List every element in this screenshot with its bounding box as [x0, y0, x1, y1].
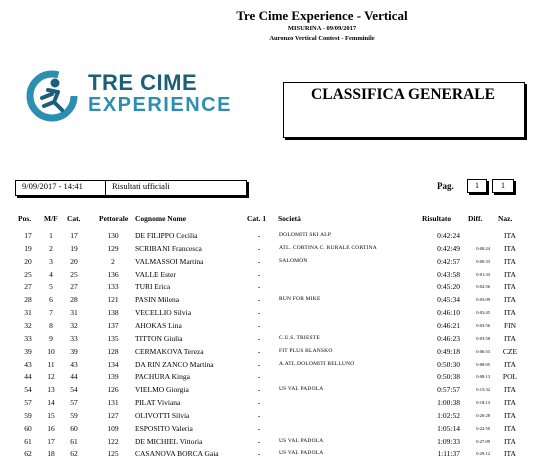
- cell-name: VALLE Ester: [135, 269, 176, 279]
- cell-soc: US VAL PADOLA: [279, 386, 324, 393]
- cell-naz: POL: [502, 372, 518, 382]
- col-pos: Pos.: [18, 214, 32, 223]
- cell-soc: US VAL PADOLA: [279, 437, 324, 444]
- cell-mf: 7: [49, 308, 53, 318]
- cell-pos: 62: [24, 449, 32, 459]
- cell-pet: 126: [107, 385, 119, 395]
- cell-pos: 44: [24, 372, 32, 382]
- cell-naz: ITA: [504, 269, 516, 279]
- cell-pos: 59: [24, 410, 32, 420]
- col-pettorale: Pettorale: [99, 214, 129, 223]
- logo-text-tre-cime: TRE CIME: [88, 70, 198, 95]
- cell-dif: 0:27:09: [476, 438, 490, 444]
- table-row: [0, 347, 534, 360]
- cell-soc: RUN FOR MIKE: [279, 296, 321, 303]
- cell-soc: US VAL PADOLA: [279, 450, 324, 457]
- cell-ris: 0:46:10: [437, 308, 460, 318]
- col-diff: Diff.: [468, 214, 483, 223]
- col-cat: Cat.: [67, 214, 81, 223]
- col-risultato: Risultato: [422, 214, 452, 223]
- cell-naz: ITA: [504, 282, 516, 292]
- cell-naz: FIN: [503, 320, 517, 330]
- cell-cat: 27: [70, 282, 78, 292]
- cell-pos: 28: [24, 295, 32, 305]
- cell-mf: 4: [49, 269, 53, 279]
- cell-name: VECELLIO Silvia: [135, 308, 192, 318]
- cell-naz: ITA: [504, 449, 516, 459]
- cell-dif: 0:00:24: [476, 245, 490, 251]
- cell-pos: 17: [24, 231, 32, 240]
- cell-cat: 20: [70, 256, 78, 266]
- cell-ris: 0:46:21: [437, 320, 460, 330]
- cell-ris: 1:00:38: [437, 398, 460, 408]
- cell-naz: ITA: [504, 410, 516, 420]
- cell-mf: 6: [49, 295, 53, 305]
- cell-pos: 31: [24, 308, 32, 318]
- cell-pet: 130: [107, 231, 119, 240]
- cell-name: ESPOSITO Valeria: [135, 423, 193, 433]
- table-row: [0, 360, 534, 373]
- cell-dif: 0:03:58: [476, 335, 490, 341]
- cell-dif: 0:29:12: [476, 451, 490, 457]
- col-naz: Naz.: [498, 214, 513, 223]
- table-row: [0, 231, 534, 244]
- cell-ris: 1:05:14: [437, 423, 460, 433]
- cell-pet: 133: [107, 282, 119, 292]
- cell-soc: SALOMON: [279, 257, 308, 264]
- cell-cat: 44: [70, 372, 78, 382]
- cell-ris: 1:02:52: [437, 410, 460, 420]
- cell-pet: 131: [107, 398, 119, 408]
- event-contest: Auronzo Vertical Contest - Femminile: [269, 35, 375, 42]
- cell-ris: 0:43:58: [437, 269, 460, 279]
- cell-dif: 0:18:13: [476, 400, 490, 406]
- cell-mf: 5: [49, 282, 53, 292]
- cell-pos: 25: [24, 269, 32, 279]
- cell-c1: -: [257, 449, 261, 459]
- cell-cat: 25: [70, 269, 78, 279]
- cell-pet: 136: [107, 269, 119, 279]
- cell-name: DA RIN ZANCO Martina: [135, 359, 214, 369]
- cell-pos: 43: [24, 359, 32, 369]
- cell-pet: 109: [107, 423, 119, 433]
- table-row: [0, 308, 534, 321]
- table-row: [0, 372, 534, 385]
- cell-dif: 0:20:28: [476, 412, 490, 418]
- cell-pos: 61: [24, 436, 32, 446]
- cell-cat: 43: [70, 359, 78, 369]
- table-row: [0, 437, 534, 450]
- cell-name: OLIVOTTI Silvia: [135, 410, 190, 420]
- cell-ris: 1:09:33: [437, 436, 460, 446]
- cell-pos: 33: [24, 333, 32, 343]
- cell-dif: 0:06:53: [476, 348, 490, 354]
- cell-cat: 33: [70, 333, 78, 343]
- cell-ris: 0:57:57: [437, 385, 460, 395]
- cell-cat: 28: [70, 295, 78, 305]
- cell-c1: -: [257, 346, 261, 356]
- cell-pos: 27: [24, 282, 32, 292]
- cell-name: DE MICHIEL Vittoria: [135, 436, 203, 446]
- cell-pos: 57: [24, 398, 32, 408]
- cell-mf: 8: [49, 320, 53, 330]
- table-row: [0, 424, 534, 437]
- status-text: Risultati ufficiali: [112, 181, 170, 191]
- cell-mf: 9: [49, 333, 53, 343]
- cell-pet: 137: [107, 320, 119, 330]
- cell-pet: 2: [111, 256, 115, 266]
- cell-c1: -: [257, 243, 261, 253]
- cell-soc: FIT PLUS BLANSKO: [279, 347, 333, 354]
- cell-ris: 0:42:24: [437, 231, 460, 240]
- cell-name: TITTON Giulia: [135, 333, 183, 343]
- cell-naz: CZE: [502, 346, 518, 356]
- page-label: Pag.: [437, 181, 454, 191]
- cell-pet: 138: [107, 308, 119, 318]
- cell-soc: DOLOMITI SKI ALP: [279, 232, 332, 238]
- cell-pet: 121: [107, 295, 119, 305]
- cell-mf: 15: [47, 410, 55, 420]
- cell-soc: C.U.S. TRIESTE: [279, 334, 320, 341]
- cell-soc: ATL. CORTINA C. RURALE CORTINA: [279, 244, 377, 251]
- page-number: 1: [467, 179, 487, 193]
- cell-ris: 0:50:30: [437, 359, 460, 369]
- cell-pet: 139: [107, 372, 119, 382]
- table-row: [0, 295, 534, 308]
- cell-naz: ITA: [504, 308, 516, 318]
- cell-dif: 0:00:33: [476, 258, 490, 264]
- cell-mf: 16: [47, 423, 55, 433]
- info-divider: [105, 180, 106, 196]
- cell-pet: 129: [107, 243, 119, 253]
- cell-ris: 0:50:38: [437, 372, 460, 382]
- cell-ris: 0:42:49: [437, 243, 460, 253]
- cell-ris: 0:45:34: [437, 295, 460, 305]
- cell-dif: 0:08:05: [476, 361, 490, 367]
- cell-dif: 0:08:13: [476, 374, 490, 380]
- cell-naz: ITA: [504, 243, 516, 253]
- cell-c1: -: [257, 295, 261, 305]
- cell-cat: 60: [70, 423, 78, 433]
- cell-c1: -: [257, 372, 261, 382]
- cell-ris: 0:49:18: [437, 346, 460, 356]
- table-row: [0, 321, 534, 334]
- cell-pet: 122: [107, 436, 119, 446]
- cell-name: VALMASSOI Martina: [135, 256, 204, 266]
- cell-pet: 127: [107, 410, 119, 420]
- cell-cat: 32: [70, 320, 78, 330]
- cell-ris: 0:45:20: [437, 282, 460, 292]
- cell-name: AHOKAS Lina: [135, 320, 182, 330]
- cell-pet: 128: [107, 346, 119, 356]
- cell-c1: -: [257, 410, 261, 420]
- table-row: [0, 282, 534, 295]
- cell-mf: 10: [47, 346, 55, 356]
- cell-naz: ITA: [504, 333, 516, 343]
- page-total: 1: [492, 179, 514, 193]
- cell-mf: 3: [49, 256, 53, 266]
- cell-name: VIELMO Giorgia: [135, 385, 189, 395]
- cell-mf: 2: [49, 243, 53, 253]
- cell-ris: 1:11:37: [437, 449, 460, 459]
- cell-naz: ITA: [504, 436, 516, 446]
- table-row: [0, 334, 534, 347]
- cell-c1: -: [257, 256, 261, 266]
- cell-cat: 17: [70, 231, 78, 240]
- cell-pet: 125: [107, 449, 119, 459]
- cell-c1: -: [257, 436, 261, 446]
- classifica-title: CLASSIFICA GENERALE: [311, 86, 495, 103]
- table-row: [0, 398, 534, 411]
- cell-mf: 13: [47, 385, 55, 395]
- cell-dif: 0:01:33: [476, 271, 490, 277]
- cell-c1: -: [257, 282, 261, 292]
- col-mf: M/F: [44, 214, 58, 223]
- cell-naz: ITA: [504, 398, 516, 408]
- cell-mf: 14: [47, 398, 55, 408]
- cell-soc: A.ATL.DOLOMITI BELLUNO: [279, 360, 355, 367]
- cell-cat: 59: [70, 410, 78, 420]
- cell-c1: -: [257, 269, 261, 279]
- cell-dif: 0:03:09: [476, 297, 490, 303]
- cell-cat: 39: [70, 346, 78, 356]
- cell-c1: -: [257, 231, 261, 240]
- cell-mf: 18: [47, 449, 55, 459]
- col-cat1: Cat. 1: [247, 214, 267, 223]
- cell-pos: 19: [24, 243, 32, 253]
- cell-pos: 60: [24, 423, 32, 433]
- cell-cat: 61: [70, 436, 78, 446]
- cell-c1: -: [257, 320, 261, 330]
- cell-pos: 39: [24, 346, 32, 356]
- cell-naz: ITA: [504, 359, 516, 369]
- cell-name: SCRIBANI Francesca: [135, 243, 202, 253]
- cell-pos: 20: [24, 256, 32, 266]
- cell-dif: 0:03:56: [476, 322, 490, 328]
- cell-mf: 17: [47, 436, 55, 446]
- col-societa: Società: [278, 214, 301, 223]
- cell-c1: -: [257, 423, 261, 433]
- cell-cat: 19: [70, 243, 78, 253]
- cell-name: DE FILIPPO Cecilia: [135, 231, 198, 240]
- cell-c1: -: [257, 333, 261, 343]
- col-name: Cognome Nome: [135, 214, 187, 223]
- cell-cat: 57: [70, 398, 78, 408]
- cell-c1: -: [257, 308, 261, 318]
- cell-ris: 0:42:57: [437, 256, 460, 266]
- event-subtitle: MISURINA - 09/09/2017: [287, 25, 357, 32]
- cell-cat: 54: [70, 385, 78, 395]
- datetime: 9/09/2017 - 14:41: [22, 181, 83, 191]
- cell-name: CASANOVA BORCA Gaia: [135, 449, 219, 459]
- cell-mf: 12: [47, 372, 55, 382]
- cell-pet: 134: [107, 359, 119, 369]
- event-title: Tre Cime Experience - Vertical: [236, 8, 408, 23]
- cell-dif: 0:15:32: [476, 387, 490, 393]
- cell-cat: 62: [70, 449, 78, 459]
- table-row: [0, 449, 534, 462]
- cell-naz: ITA: [504, 423, 516, 433]
- cell-naz: ITA: [504, 295, 516, 305]
- cell-naz: ITA: [504, 385, 516, 395]
- table-row: [0, 244, 534, 257]
- cell-dif: 0:22:50: [476, 425, 490, 431]
- cell-naz: ITA: [504, 231, 516, 240]
- cell-name: TURI Erica: [135, 282, 171, 292]
- cell-mf: 11: [47, 359, 55, 369]
- logo-text-experience: EXPERIENCE: [88, 94, 232, 116]
- cell-name: PASIN Milena: [135, 295, 180, 305]
- cell-dif: 0:03:45: [476, 310, 490, 316]
- cell-mf: 1: [49, 231, 53, 240]
- cell-naz: ITA: [504, 256, 516, 266]
- table-row: [0, 270, 534, 283]
- table-row: [0, 385, 534, 398]
- cell-c1: -: [257, 359, 261, 369]
- cell-dif: 0:02:56: [476, 284, 490, 290]
- cell-pos: 54: [24, 385, 32, 395]
- cell-name: CERMAKOVA Tereza: [135, 346, 204, 356]
- cell-name: PILAT Viviana: [135, 398, 181, 408]
- cell-ris: 0:46:23: [437, 333, 460, 343]
- table-row: [0, 411, 534, 424]
- table-row: [0, 257, 534, 270]
- cell-cat: 31: [70, 308, 78, 318]
- cell-pos: 32: [24, 320, 32, 330]
- cell-c1: -: [257, 398, 261, 408]
- cell-pet: 135: [107, 333, 119, 343]
- cell-c1: -: [257, 385, 261, 395]
- cell-name: PACHURA Kinga: [135, 372, 190, 382]
